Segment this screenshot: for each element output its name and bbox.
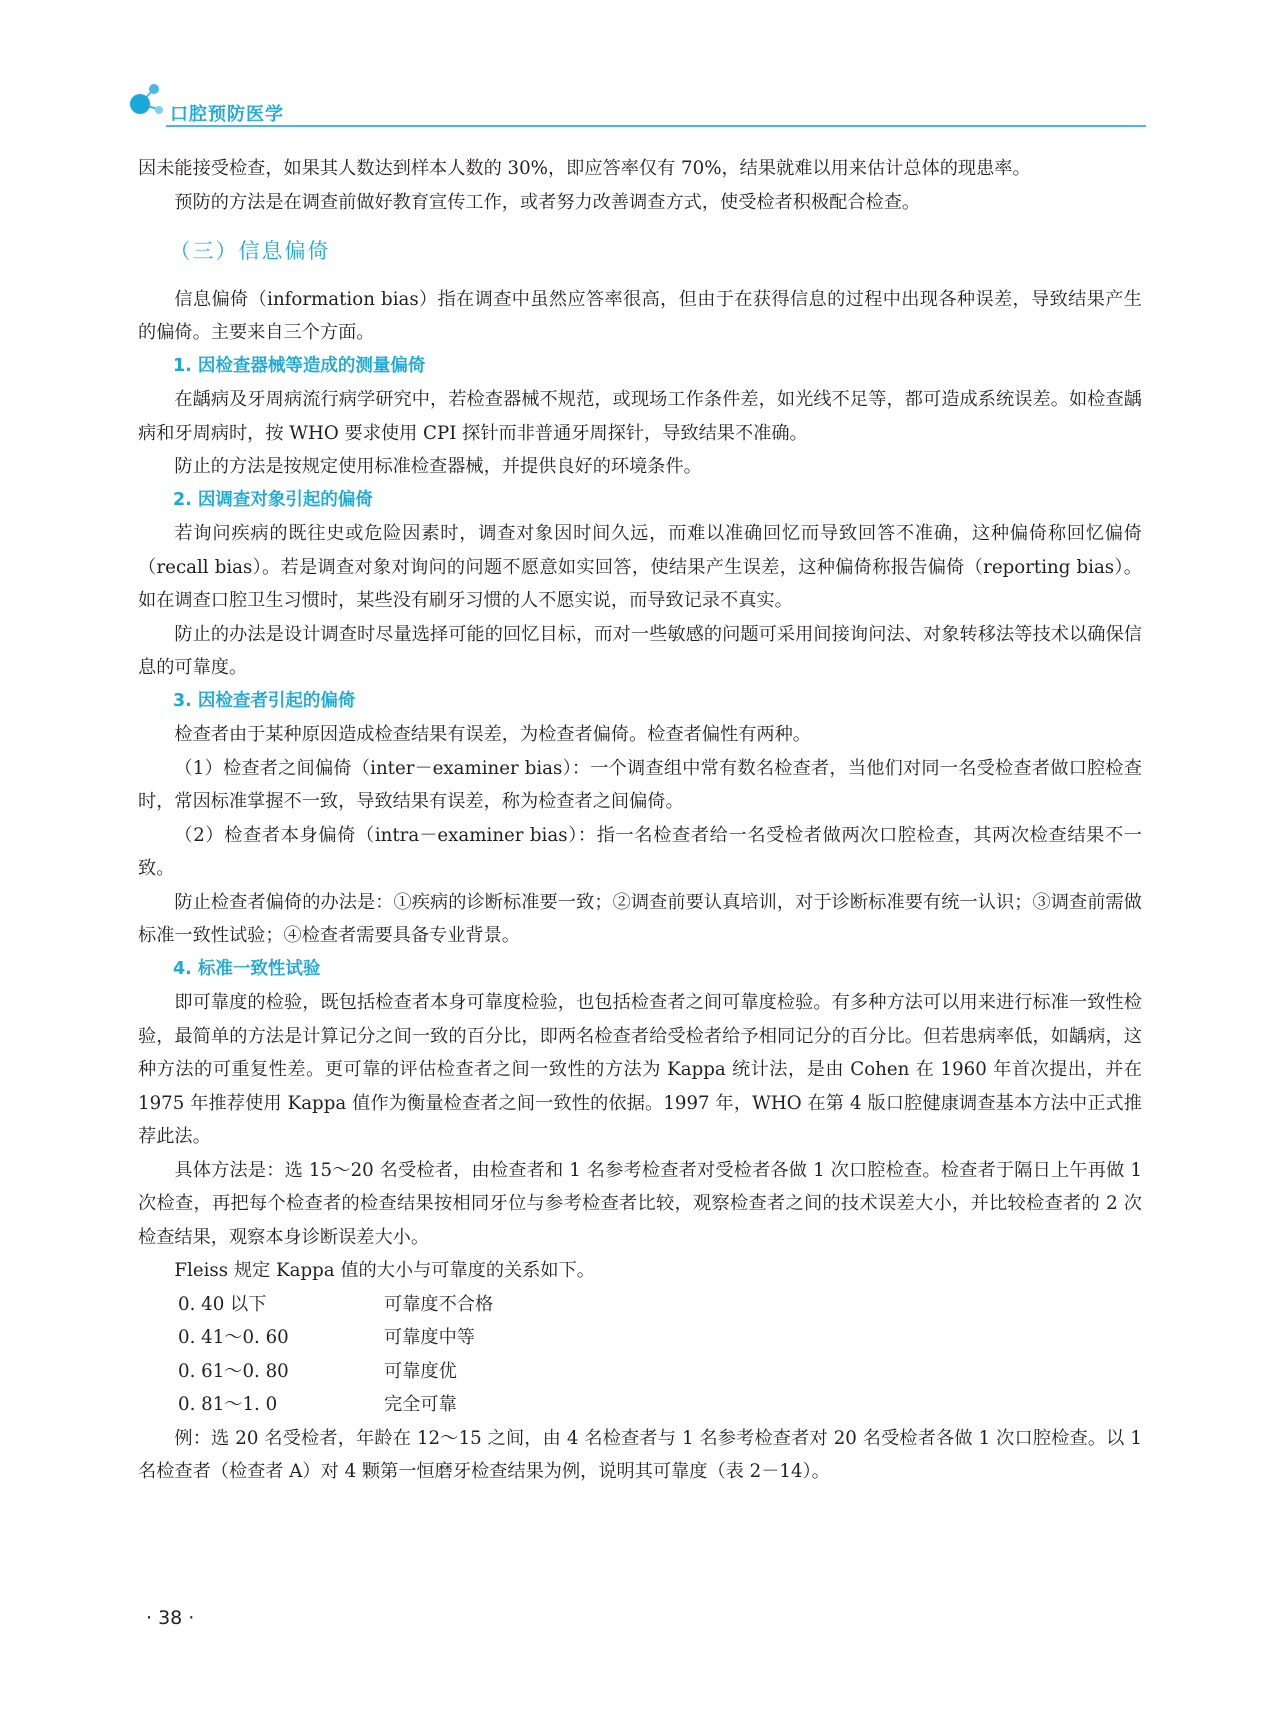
paragraph: Fleiss 规定 Kappa 值的大小与可靠度的关系如下。: [174, 1260, 595, 1281]
paragraph: 预防的方法是在调查前做好教育宣传工作，或者努力改善调查方式，使受检者积极配合检查。: [174, 191, 921, 213]
kappa-level: 可靠度不合格: [384, 1293, 494, 1315]
kappa-row: [138, 1355, 1142, 1389]
paragraph: 即可靠度的检验，既包括检查者本身可靠度检验，也包括检查者之间可靠度检验。有多种方法可以用来进行标准一致性检验，最简单的方法是计算记分之间一致的百分比，即两名检查者给受检者给予相同记分的百分比。但若患病率低，如龋病，这种方法的可重复性差。更可靠的评估检查者之间一致性的方法为 Kappa 统计法，是由 Cohen 在 1960 年首次提出，并在 1975 年推荐使用 Kappa 值作为衡量检查者之间一致性的依据。1997 年，WHO 在第 4 版口腔健康调查基本方法中正式推荐此法。: [138, 992, 1142, 1147]
section-heading-information-bias: （三）信息偏倚: [169, 239, 331, 263]
running-header: [128, 82, 1146, 128]
molecule-logo-icon: [128, 82, 168, 122]
paragraph: （2）检查者本身偏倚（intra－examiner bias）：指一名检查者给一名受检者做两次口腔检查，其两次检查结果不一致。: [138, 824, 1142, 879]
kappa-range: 0. 40 以下: [178, 1293, 267, 1315]
subheading-subject-bias: 2. 因调查对象引起的偏倚: [173, 489, 373, 510]
book-title: 口腔预防医学: [170, 104, 284, 125]
kappa-range: 0. 61～0. 80: [178, 1360, 289, 1382]
subheading-examiner-bias: 3. 因检查者引起的偏倚: [173, 690, 356, 711]
header-divider: [166, 125, 1146, 127]
kappa-level: 可靠度中等: [384, 1327, 475, 1348]
kappa-reliability-list: [138, 1288, 1142, 1422]
paragraph: 具体方法是：选 15～20 名受检者，由检查者和 1 名参考检查者对受检者各做 1 次口腔检查。检查者于隔日上午再做 1 次检查，再把每个检查者的检查结果按相同牙位与参考检查者比较，观察检查者之间的技术误差大小，并比较检查者的 2 次检查结果，观察本身诊断误差大小。: [138, 1159, 1142, 1248]
page-number: · 38 ·: [146, 1607, 195, 1629]
subheading-calibration-test: 4. 标准一致性试验: [173, 958, 321, 979]
paragraph: （1）检查者之间偏倚（inter－examiner bias）：一个调查组中常有数名检查者，当他们对同一名受检查者做口腔检查时，常因标准掌握不一致，导致结果有误差，称为检查者之间偏倚。: [138, 757, 1142, 812]
paragraph: 例：选 20 名受检者，年龄在 12～15 之间，由 4 名检查者与 1 名参考检查者对 20 名受检者各做 1 次口腔检查。以 1 名检查者（检查者 A）对 4 颗第一恒磨牙检查结果为例，说明其可靠度（表 2－14）。: [138, 1427, 1142, 1482]
kappa-row: [138, 1388, 1142, 1422]
paragraph: 检查者由于某种原因造成检查结果有误差，为检查者偏倚。检查者偏性有两种。: [174, 724, 811, 745]
paragraph: 在龋病及牙周病流行病学研究中，若检查器械不规范，或现场工作条件差，如光线不足等，都可造成系统误差。如检查龋病和牙周病时，按 WHO 要求使用 CPI 探针而非普通牙周探针，导致结果不准确。: [138, 389, 1142, 444]
paragraph: 防止检查者偏倚的办法是：①疾病的诊断标准要一致；②调查前要认真培训，对于诊断标准要有统一认识；③调查前需做标准一致性试验；④检查者需要具备专业背景。: [138, 891, 1142, 946]
kappa-row: [138, 1288, 1142, 1322]
paragraph: 防止的办法是设计调查时尽量选择可能的回忆目标，而对一些敏感的问题可采用间接询问法、对象转移法等技术以确保信息的可靠度。: [138, 623, 1142, 678]
subheading-measurement-bias: 1. 因检查器械等造成的测量偏倚: [173, 355, 426, 376]
page-body: [138, 152, 1142, 1489]
paragraph: 因未能接受检查，如果其人数达到样本人数的 30%，即应答率仅有 70%，结果就难以用来估计总体的现患率。: [138, 158, 1031, 179]
paragraph: 若询问疾病的既往史或危险因素时，调查对象因时间久远，而难以准确回忆而导致回答不准确，这种偏倚称回忆偏倚（recall bias）。若是调查对象对询问的问题不愿意如实回答，使结果产生误差，这种偏倚称报告偏倚（reporting bias）。如在调查口腔卫生习惯时，某些没有刷牙习惯的人不愿实说，而导致记录不真实。: [138, 523, 1142, 611]
paragraph: 信息偏倚（information bias）指在调查中虽然应答率很高，但由于在获得信息的过程中出现各种误差，导致结果产生的偏倚。主要来自三个方面。: [138, 288, 1142, 343]
kappa-level: 完全可靠: [384, 1394, 457, 1415]
paragraph: 防止的方法是按规定使用标准检查器械，并提供良好的环境条件。: [174, 456, 702, 477]
kappa-row: [138, 1321, 1142, 1355]
kappa-level: 可靠度优: [384, 1360, 457, 1382]
kappa-range: 0. 41～0. 60: [178, 1327, 289, 1348]
kappa-range: 0. 81～1. 0: [178, 1394, 278, 1415]
